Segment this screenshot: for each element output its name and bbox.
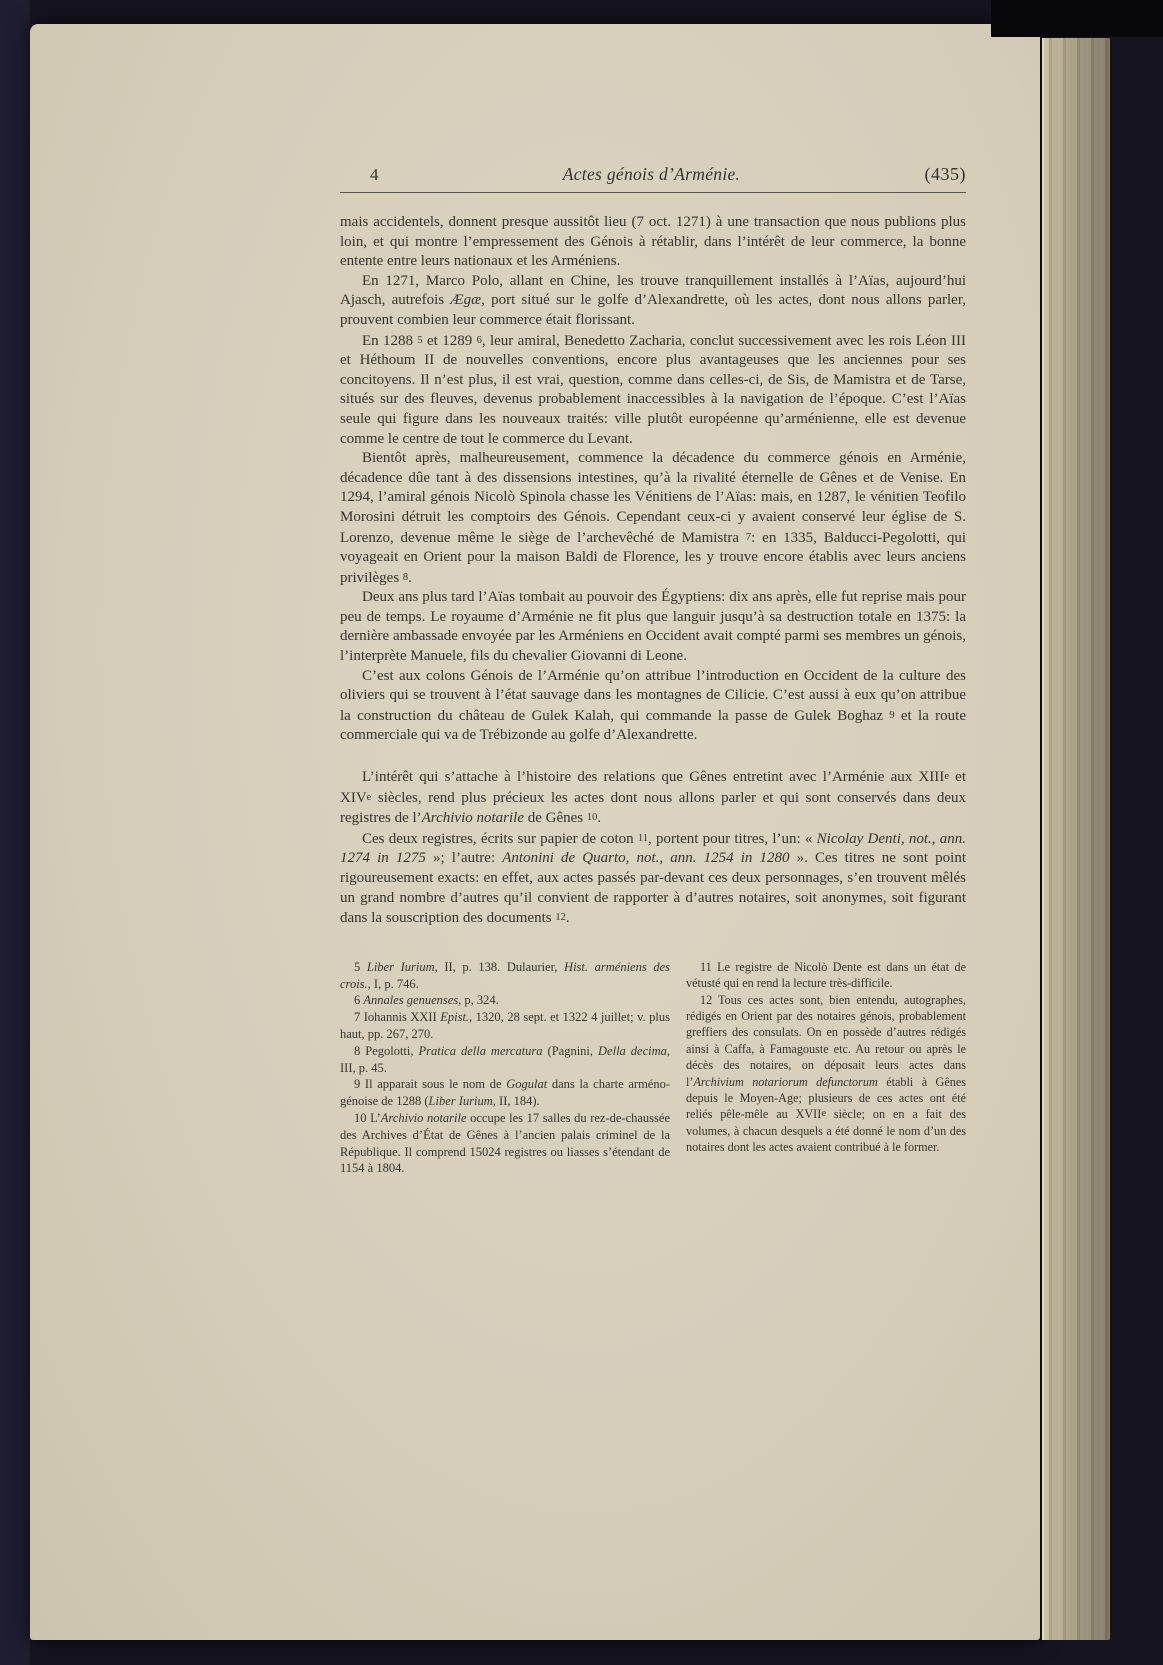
text-segment: 7 Iohannis XXII (354, 1010, 441, 1025)
text-segment: Annales genuenses (363, 993, 459, 1008)
paragraph (340, 588, 966, 666)
paragraph (686, 959, 966, 992)
text-segment: Liber Iurium (428, 1094, 493, 1109)
footnotes-left-column (340, 959, 670, 1177)
text-segment: Della decima (598, 1043, 667, 1058)
text-segment: 11 Le registre de Nicolò Dente est dans un état de vétusté qui en rend la lecture très-difficile. (686, 959, 966, 991)
text-segment: e (366, 791, 372, 803)
text-segment: établi à Gênes depuis le Moyen-Age; plusieurs de ces actes ont été reliés pêle-mêle au XVII (686, 1074, 966, 1122)
text-segment: 7 (745, 531, 752, 543)
text-segment: Archivio notarile (421, 810, 524, 827)
text-segment: , II, 184). (492, 1094, 540, 1109)
text-segment: , II, p. 138. Dulaurier, (434, 959, 565, 974)
body-text (340, 213, 966, 929)
text-segment: L’intérêt qui s’attache à l’histoire des relations que Gênes entretint avec l’Arménie aux XIII (362, 769, 945, 786)
text-segment: Liber Iurium (366, 959, 435, 974)
text-segment: En 1271, Marco Polo, allant en Chine, les trouve tranquillement installés à l’Aïas, aujourd’hui Ajasch, autrefois (340, 272, 966, 309)
text-segment: : en 1335, Balducci-Pegolotti, qui voyageait en Orient pour la maison Baldi de Florence, les y trouve encore établis avec leurs anciens privilèges (340, 529, 966, 586)
text-segment: »; l’autre: (425, 850, 503, 867)
folio-number: (435) (924, 164, 966, 184)
paragraph (340, 213, 966, 272)
paragraph (340, 449, 966, 588)
text-segment: et XIV (340, 769, 967, 806)
text-segment: Gogulat (506, 1077, 548, 1092)
cover-top-right-corner (991, 0, 1163, 37)
text-segment: 9 Il apparait sous le nom de (354, 1077, 507, 1092)
paragraph (340, 992, 670, 1009)
text-segment: . (408, 569, 412, 586)
text-segment: Deux ans plus tard l’Aïas tombait au pouvoir des Égyptiens: dix ans après, elle fut reprise mais pour peu de temps. Le royaume d’Arménie ne fit plus que languir jusqu’à sa destruction totale en 1375: la dernière ambassade envoyée par les Arméniens en Occident avait compté parmi ses membres un génois, l’interprète Manuele, fils du chevalier Giovanni di Leone. (340, 589, 966, 665)
text-segment: 6 (354, 993, 364, 1008)
book-page (30, 24, 1040, 1640)
text-segment: Bientôt après, malheureusement, commence la décadence du commerce génois en Arménie, décadence dûe tant à des dissensions intestines, qu’à la rivalité éternelle de Gênes et de Venise. En 1294, l’amiral génois Nicolò Spinola chasse les Vénitiens de l’Aïas: mais, en 1287, le vénitien Teofilo Morosini détruit les comptoirs des Génois. Cependant ceux-ci y avaient conservé leur église de S. Lorenzo, devenue même le siège de l’archevêché de Mamistra (340, 450, 966, 546)
text-segment: Ægæ (450, 292, 482, 309)
paragraph (340, 959, 670, 993)
text-segment: mais accidentels, donnent presque aussitôt lieu (7 oct. 1271) à une transaction que nous publions plus loin, et qui montre l’empressement des Génois à rétablir, dans l’intérêt de leur commerce, la bonne entente entre leurs nationaux et les Arméniens. (340, 214, 966, 270)
text-segment: 10 (586, 812, 598, 824)
text-segment: 9 (889, 709, 895, 721)
text-segment: 5 (354, 959, 367, 974)
paragraph (686, 992, 966, 1156)
text-segment: (Pagnini, (542, 1043, 599, 1058)
text-segment: e (944, 771, 949, 783)
text-segment: e (821, 1108, 826, 1120)
paragraph (340, 272, 966, 331)
text-segment: Pratica della mercatura (418, 1043, 543, 1058)
paragraph (340, 1043, 670, 1077)
paragraph (340, 767, 966, 829)
text-segment: siècles, rend plus précieux les actes dont nous allons parler et qui sont conservés dans deux registres de l’ (340, 789, 966, 827)
page-header (340, 164, 966, 193)
text-segment: Nicolay Denti, not., ann. 1274 in 1275 (340, 830, 966, 867)
text-segment: 6 (476, 334, 482, 346)
text-segment: 8 Pegolotti, (354, 1043, 419, 1058)
footnotes-right-column (686, 959, 966, 1177)
text-segment: siècle; on en a fait des volumes, à chacun desquels a été donné le nom d’un des notaires dont les actes avaient contribué à le former. (686, 1107, 966, 1155)
text-segment: de Gênes (523, 810, 587, 827)
text-segment: 5 (417, 334, 423, 346)
text-segment: occupe les 17 salles du rez-de-chaussée des Archives d’État de Gênes à l’ancien palais criminel de la République. Il comprend 15024 registres ou liasses s’étendant de 1154 à 1804. (340, 1110, 670, 1176)
text-segment: , port situé sur le golfe d’Alexandrette, où les actes, dont nous allons parler, prouvent combien leur commerce était florissant. (340, 292, 966, 328)
page-number: 4 (370, 165, 379, 184)
running-title: Actes génois d’Arménie. (562, 164, 741, 184)
text-segment: , leur amiral, Benedetto Zacharia, conclut successivement avec les rois Léon III et Héthoum II de nouvelles conventions, encore plus avantageuses que les anciennes pour ses concitoyens. Il n’est plus, il est vrai, question, comme dans celles-ci, de Sis, de Mamistra et de Tarse, situés sur des fleuves, devenus probablement inaccessibles à la navigation de l’époque. C’est l’Aïas seule qui figure dans les nouveaux traités: ville plutôt européenne qu’arménienne, elle est devenue comme le centre de tout le commerce du Levant. (340, 332, 966, 447)
book-cover-left-edge (0, 0, 30, 1665)
text-segment: En 1288 (362, 332, 418, 349)
paragraph (340, 331, 966, 450)
text-segment: 8 (402, 571, 409, 583)
text-segment: Hist. arméniens des crois. (340, 959, 670, 991)
text-segment: et 1289 (422, 332, 477, 349)
footnotes (340, 959, 966, 1177)
text-segment: . (597, 810, 602, 827)
text-segment: , portent pour titres, l’un: « (647, 830, 817, 847)
paragraph (340, 829, 966, 929)
text-segment: Epist. (440, 1010, 470, 1025)
text-segment: Antonini de Quarto, not., ann. 1254 in 1280 (502, 850, 790, 867)
text-segment: , III, p. 45. (340, 1043, 670, 1075)
text-segment: 11 (637, 832, 648, 844)
paragraph (340, 1076, 670, 1110)
paragraph (340, 1110, 670, 1177)
text-segment: Archivio notarile (380, 1110, 467, 1125)
text-segment: , p, 324. (458, 993, 499, 1008)
text-segment: , I, p. 746. (367, 976, 419, 991)
text-segment: Archivium notariorum defunctorum (693, 1074, 878, 1089)
text-segment: 10 L’ (354, 1110, 381, 1125)
paragraph (340, 667, 966, 746)
text-segment: Ces deux registres, écrits sur papier de coton (362, 830, 638, 847)
text-segment: 12 Tous ces actes sont, bien entendu, autographes, rédigés en Orient par des notaires génois, probablement greffiers des consulats. On en possède d’autres rédigés ainsi à Caffa, à Famagouste etc. Au retour ou après le décès des notaires, on déposait leurs actes dans l’ (686, 992, 966, 1089)
book-fore-edge-pages (1042, 38, 1110, 1640)
text-segment: . (565, 910, 570, 927)
paragraph (340, 1009, 670, 1043)
text-segment: ». Ces titres ne sont point rigoureusement exacts: en effet, aux actes passés par-devant ces deux personnages, s’en trouvent mêlés un grand nombre d’autres qu’il convient de rapporter à d’autres notaires, soit anonymes, soit figurant dans la souscription des documents (340, 850, 966, 927)
page-content (340, 164, 966, 1177)
text-segment: dans la charte arméno-génoise de 1288 ( (340, 1077, 671, 1109)
text-segment: C’est aux colons Génois de l’Arménie qu’on attribue l’introduction en Occident de la culture des oliviers qui se trouvent à l’état sauvage dans les montagnes de Cilicie. C’est aussi à eux qu’on attribue la construction du château de Gulek Kalah, qui commande la passe de Gulek Boghaz (340, 667, 966, 724)
text-segment: 12 (555, 912, 566, 924)
text-segment: et la route commerciale qui va de Trébizonde au golfe d’Alexandrette. (340, 707, 966, 744)
text-segment: , 1320, 28 sept. et 1322 4 juillet; v. plus haut, pp. 267, 270. (340, 1010, 670, 1041)
